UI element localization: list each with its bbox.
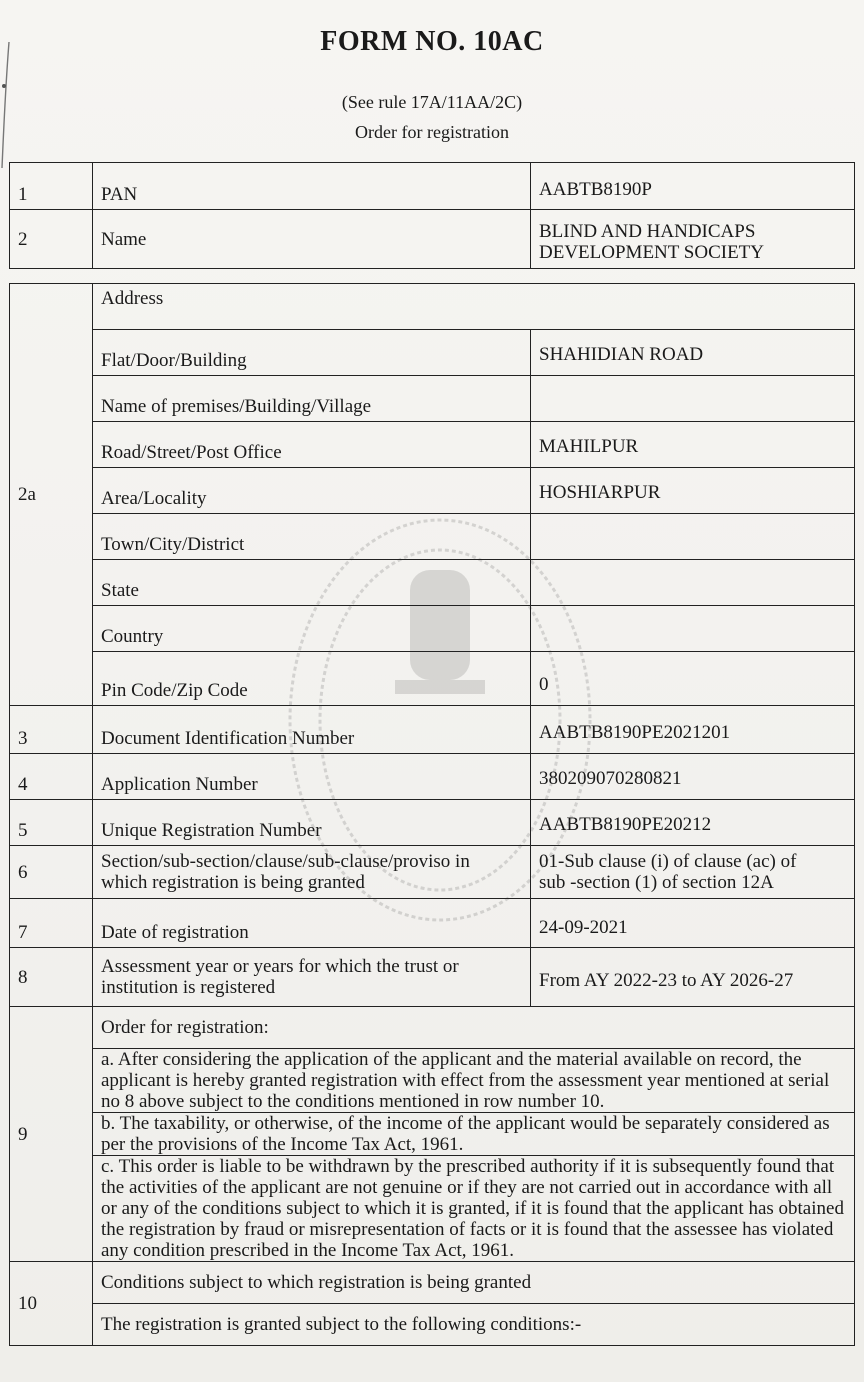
address-label-pincode: Pin Code/Zip Code (93, 652, 531, 706)
order-paragraph-a: a. After considering the application of the applicant and the material available on record, the applicant is hereby granted registration with effect from the assessment year mentioned at serial no 8 above subject to the conditions mentioned in row number 10. (93, 1049, 855, 1113)
table-row-address-field (10, 514, 855, 560)
serial-number: 9 (10, 1007, 93, 1262)
address-value-town (531, 514, 855, 560)
field-value-name (531, 210, 855, 269)
section-label-line-2: which registration is being granted (101, 872, 365, 893)
field-value-din: AABTB8190PE2021201 (531, 706, 855, 754)
registration-order-table (9, 162, 855, 1346)
address-value-country (531, 606, 855, 652)
serial-number: 5 (10, 800, 93, 846)
field-label-order: Order for registration: (93, 1007, 855, 1049)
table-row-application-number (10, 754, 855, 800)
table-row-name (10, 210, 855, 269)
serial-number: 3 (10, 706, 93, 754)
table-row-order-para-a (10, 1049, 855, 1113)
field-label-name: Name (93, 210, 531, 269)
field-label-section (93, 846, 531, 899)
form-rule-reference: (See rule 17A/11AA/2C) (341, 92, 523, 112)
address-value-area: HOSHIARPUR (531, 468, 855, 514)
table-row-order-header (10, 1007, 855, 1049)
table-row-pan (10, 163, 855, 210)
table-row-address-header (10, 284, 855, 330)
address-label-area: Area/Locality (93, 468, 531, 514)
section-value-line-1: 01-Sub clause (i) of clause (ac) of (539, 851, 797, 872)
table-row-address-field (10, 468, 855, 514)
table-row-address-field (10, 330, 855, 376)
table-row-conditions-header (10, 1262, 855, 1304)
field-value-application-number: 380209070280821 (531, 754, 855, 800)
field-value-pan: AABTB8190P (531, 163, 855, 210)
field-label-din: Document Identification Number (93, 706, 531, 754)
section-value-line-2: sub -section (1) of section 12A (539, 872, 774, 893)
serial-number: 4 (10, 754, 93, 800)
table-row-order-para-c (10, 1156, 855, 1262)
address-value-state (531, 560, 855, 606)
serial-number: 2 (10, 210, 93, 269)
table-row-order-para-b (10, 1113, 855, 1156)
field-label-application-number: Application Number (93, 754, 531, 800)
field-label-address: Address (93, 284, 855, 330)
table-row-address-field (10, 376, 855, 422)
serial-number: 2a (10, 284, 93, 706)
field-label-pan: PAN (93, 163, 531, 210)
form-title: FORM NO. 10AC (320, 26, 544, 57)
field-label-urn: Unique Registration Number (93, 800, 531, 846)
assessment-label-line-1: Assessment year or years for which the trust or (101, 956, 459, 977)
table-row-section (10, 846, 855, 899)
section-label-line-1: Section/sub-section/clause/sub-clause/proviso in (101, 851, 470, 872)
assessment-label-line-2: institution is registered (101, 977, 276, 998)
address-label-road: Road/Street/Post Office (93, 422, 531, 468)
table-row-assessment-year (10, 948, 855, 1007)
table-row-din (10, 706, 855, 754)
field-value-assessment-year: From AY 2022-23 to AY 2026-27 (531, 948, 855, 1007)
order-paragraph-c: c. This order is liable to be withdrawn by the prescribed authority if it is subsequently found that the activities of the applicant are not genuine or if they are not carried out in accordance with all or any of the conditions subject to which it is granted, if it is found that the applicant has obtained the registration by fraud or misrepresentation of facts or it is found that the assessee has violated any condition prescribed in the Income Tax Act, 1961. (93, 1156, 855, 1262)
serial-number: 7 (10, 899, 93, 948)
serial-number: 10 (10, 1262, 93, 1346)
table-row-address-field (10, 560, 855, 606)
table-row-date (10, 899, 855, 948)
address-label-town: Town/City/District (93, 514, 531, 560)
address-value-flat: SHAHIDIAN ROAD (531, 330, 855, 376)
conditions-intro: The registration is granted subject to the following conditions:- (93, 1304, 855, 1346)
table-row-address-field (10, 606, 855, 652)
serial-number: 6 (10, 846, 93, 899)
form-subtitle: Order for registration (355, 122, 509, 142)
serial-number: 1 (10, 163, 93, 210)
name-line-2: DEVELOPMENT SOCIETY (539, 242, 765, 263)
address-label-state: State (93, 560, 531, 606)
address-label-country: Country (93, 606, 531, 652)
field-label-assessment-year (93, 948, 531, 1007)
address-value-pincode: 0 (531, 652, 855, 706)
field-value-section (531, 846, 855, 899)
table-row-conditions-intro (10, 1304, 855, 1346)
table-row-address-field (10, 652, 855, 706)
serial-number: 8 (10, 948, 93, 1007)
field-label-date: Date of registration (93, 899, 531, 948)
address-label-premises: Name of premises/Building/Village (93, 376, 531, 422)
name-line-1: BLIND AND HANDICAPS (539, 221, 756, 242)
table-spacer (10, 269, 855, 284)
field-label-conditions: Conditions subject to which registration is being granted (93, 1262, 855, 1304)
address-value-road: MAHILPUR (531, 422, 855, 468)
table-row-urn (10, 800, 855, 846)
table-row-address-field (10, 422, 855, 468)
address-value-premises (531, 376, 855, 422)
field-value-urn: AABTB8190PE20212 (531, 800, 855, 846)
field-value-date: 24-09-2021 (531, 899, 855, 948)
address-label-flat: Flat/Door/Building (93, 330, 531, 376)
order-paragraph-b: b. The taxability, or otherwise, of the income of the applicant would be separately considered as per the provisions of the Income Tax Act, 1961. (93, 1113, 855, 1156)
